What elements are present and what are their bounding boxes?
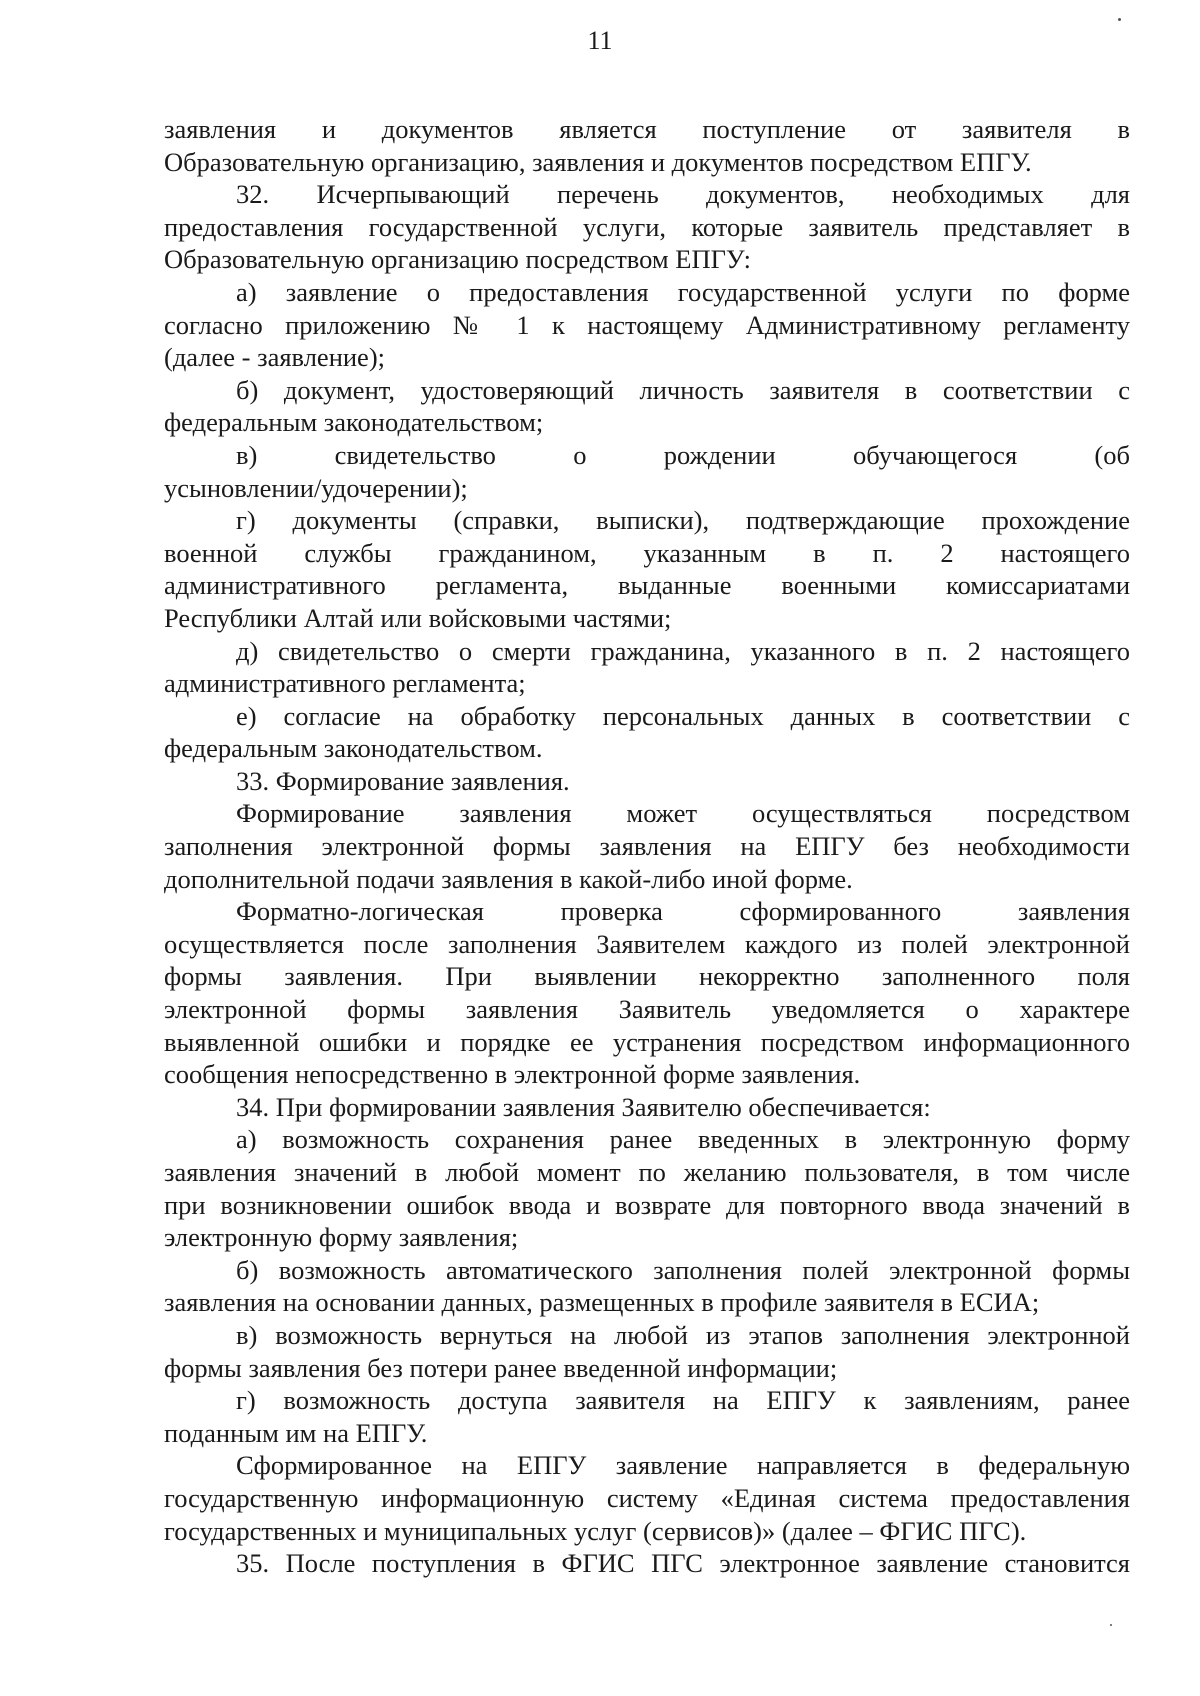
text-line: заполнения электронной формы заявления на ЕПГУ без необходимости xyxy=(164,831,1130,862)
text-line: сообщения непосредственно в электронной форме заявления. xyxy=(164,1059,861,1090)
list-item-v: в) свидетельство о рождении обучающегося (об xyxy=(236,439,1130,470)
text-line: согласно приложению № 1 к настоящему Административному регламенту xyxy=(164,309,1130,340)
list-item-g: г) документы (справки, выписки), подтверждающие прохождение xyxy=(236,505,1130,536)
text-line: поданным им на ЕПГУ. xyxy=(164,1417,428,1448)
clause-35-heading: 35. После поступления в ФГИС ПГС электронное заявление становится xyxy=(236,1548,1130,1579)
page-number: 11 xyxy=(587,26,613,55)
text-line: формы заявления без потери ранее введенной информации; xyxy=(164,1352,838,1383)
text-line: федеральным законодательством. xyxy=(164,733,543,764)
text-line: административного регламента, выданные военными комиссариатами xyxy=(164,570,1130,601)
list-item-b: б) возможность автоматического заполнения полей электронной формы xyxy=(236,1254,1130,1285)
text-line: осуществляется после заполнения Заявителем каждого из полей электронной xyxy=(164,928,1130,959)
text-line: выявленной ошибки и порядке ее устранения посредством информационного xyxy=(164,1026,1130,1057)
text-line: при возникновении ошибок ввода и возврате для повторного ввода значений в xyxy=(164,1189,1130,1220)
list-item-v: в) возможность вернуться на любой из этапов заполнения электронной xyxy=(236,1319,1130,1350)
paragraph-start: Формирование заявления может осуществляться посредством xyxy=(236,798,1130,829)
list-item-a: а) возможность сохранения ранее введенных в электронную форму xyxy=(236,1124,1130,1155)
scan-speck xyxy=(1118,18,1121,21)
clause-32-heading: 32. Исчерпывающий перечень документов, необходимых для xyxy=(236,179,1130,210)
text-line: заявления на основании данных, размещенных в профиле заявителя в ЕСИА; xyxy=(164,1287,1040,1318)
list-item-a: а) заявление о предоставления государственной услуги по форме xyxy=(236,276,1130,307)
text-line: Республики Алтай или войсковыми частями; xyxy=(164,602,672,633)
text-line: Образовательную организацию посредством ЕПГУ: xyxy=(164,244,752,275)
clause-34-heading: 34. При формировании заявления Заявителю обеспечивается: xyxy=(236,1091,931,1122)
text-line: (далее - заявление); xyxy=(164,342,386,373)
list-item-d: д) свидетельство о смерти гражданина, указанного в п. 2 настоящего xyxy=(236,635,1130,666)
text-line: административного регламента; xyxy=(164,668,526,699)
text-line: усыновлении/удочерении); xyxy=(164,472,468,503)
paragraph-start: Сформированное на ЕПГУ заявление направляется в федеральную xyxy=(236,1450,1130,1481)
list-item-g: г) возможность доступа заявителя на ЕПГУ к заявлениям, ранее xyxy=(236,1385,1130,1416)
list-item-e: е) согласие на обработку персональных данных в соответствии с xyxy=(236,700,1130,731)
text-line: государственную информационную систему «Единая система предоставления xyxy=(164,1482,1130,1513)
text-line: военной службы гражданином, указанным в п. 2 настоящего xyxy=(164,537,1130,568)
text-line: государственных и муниципальных услуг (сервисов)» (далее – ФГИС ПГС). xyxy=(164,1515,1027,1546)
text-line: федеральным законодательством; xyxy=(164,407,544,438)
text-line: заявления значений в любой момент по желанию пользователя, в том числе xyxy=(164,1157,1130,1187)
scan-speck xyxy=(1110,1624,1112,1626)
paragraph-start: Форматно-логическая проверка сформированного заявления xyxy=(236,896,1130,927)
document-body xyxy=(164,113,1130,1580)
text-line: Образовательную организацию, заявления и документов посредством ЕПГУ. xyxy=(164,146,1032,177)
clause-33-heading: 33. Формирование заявления. xyxy=(236,765,570,796)
text-line: заявления и документов является поступление от заявителя в xyxy=(164,114,1130,144)
list-item-b: б) документ, удостоверяющий личность заявителя в соответствии с xyxy=(236,374,1130,405)
text-line: формы заявления. При выявлении некорректно заполненного поля xyxy=(164,961,1130,992)
text-line: электронной формы заявления Заявитель уведомляется о характере xyxy=(164,994,1130,1025)
text-line: электронную форму заявления; xyxy=(164,1222,519,1253)
text-line: предоставления государственной услуги, которые заявитель представляет в xyxy=(164,211,1130,242)
text-line: дополнительной подачи заявления в какой-либо иной форме. xyxy=(164,863,853,894)
